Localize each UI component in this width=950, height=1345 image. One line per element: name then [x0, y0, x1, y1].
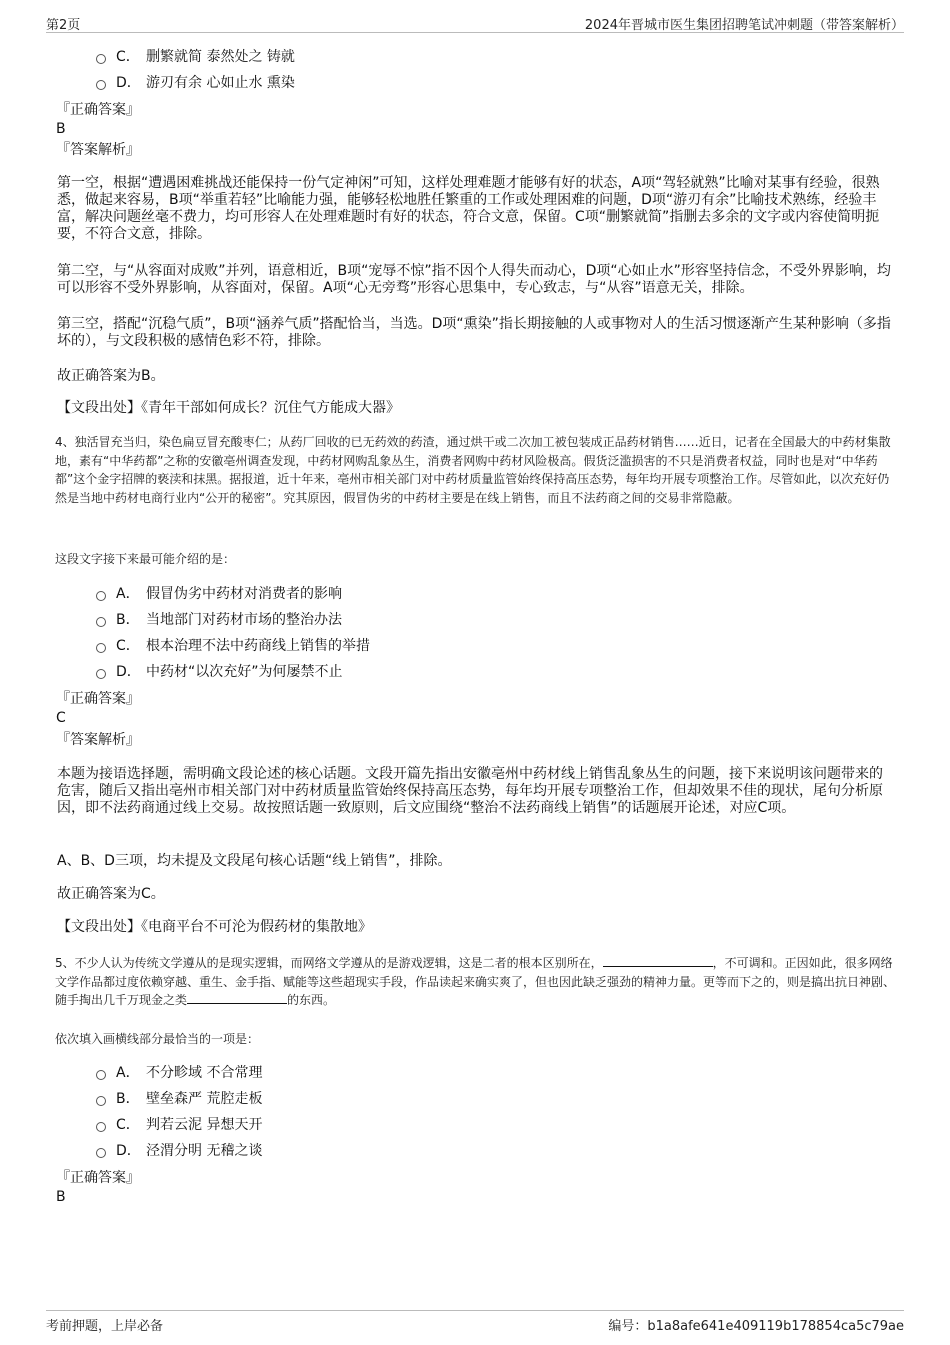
q4-option-b[interactable]: B． 当地部门对药材市场的整治办法 — [96, 610, 342, 630]
document-title: 2024年晋城市医生集团招聘笔试冲刺题（带答案解析） — [584, 18, 904, 33]
document-id: 编号：b1a8afe641e409119b178854ca5c79ae — [608, 1319, 904, 1334]
q4-conclusion: 故正确答案为C。 — [57, 886, 165, 902]
q4-prompt: 这段文字接下来最可能介绍的是： — [55, 552, 236, 566]
radio-icon[interactable] — [96, 1096, 106, 1106]
q4-analysis-p2: A、B、D三项，均未提及文段尾句核心话题“线上销售”，排除。 — [57, 853, 452, 869]
q3-answer-label: 『正确答案』 — [56, 102, 140, 118]
radio-icon[interactable] — [96, 1122, 106, 1132]
q3-conclusion: 故正确答案为B。 — [57, 368, 165, 384]
q3-analysis-p2: 第二空，与“从容面对成败”并列，语意相近，B项“宠辱不惊”指不因个人得失而动心，D项“心如止水”形容坚持信念，不受外界影响，均可以形容不受外界影响，从容面对，保留。A项“心无旁骛”形容心思集中，专心致志，与“从容”语意无关，排除。 — [57, 263, 891, 296]
q4-option-c[interactable]: C． 根本治理不法中药商线上销售的举措 — [96, 636, 370, 656]
q3-answer: B — [56, 121, 66, 137]
page-footer — [46, 1310, 904, 1339]
radio-icon[interactable] — [96, 669, 106, 679]
q5-option-b[interactable]: B． 壁垒森严 荒腔走板 — [96, 1089, 262, 1109]
q3-analysis-p3: 第三空，搭配“沉稳气质”，B项“涵养气质”搭配恰当，当选。D项“熏染”指长期接触的人或事物对人的生活习惯逐渐产生某种影响（多指坏的），与文段积极的感情色彩不符，排除。 — [57, 316, 891, 349]
q3-option-d[interactable]: D． 游刃有余 心如止水 熏染 — [96, 73, 295, 93]
fill-blank-1 — [603, 954, 713, 967]
q5-answer: B — [56, 1189, 66, 1205]
radio-icon[interactable] — [96, 54, 106, 64]
q4-answer: C — [56, 710, 66, 726]
q5-prompt: 依次填入画横线部分最恰当的一项是： — [55, 1032, 260, 1046]
q4-source: 【文段出处】《电商平台不可沦为假药材的集散地》 — [57, 919, 372, 935]
q5-option-a[interactable]: A． 不分畛域 不合常理 — [96, 1063, 262, 1083]
q3-analysis-label: 『答案解析』 — [56, 142, 140, 158]
footer-slogan: 考前押题，上岸必备 — [46, 1319, 164, 1334]
q4-analysis-p1: 本题为接语选择题，需明确文段论述的核心话题。文段开篇先指出安徽亳州中药材线上销售乱象丛生的问题，接下来说明该问题带来的危害，随后又指出亳州市相关部门对中药材质量监管始终保持高压态势，每年均开展专项整治工作，但却效果不佳的现状，尾句分析原因，即不法药商通过线上交易。故按照话题一致原则，后文应围绕“整治不法药商线上销售”的话题展开论述，对应C项。 — [57, 766, 883, 816]
q3-analysis-p1: 第一空，根据“遭遇困难挑战还能保持一份气定神闲”可知，这样处理难题才能够有好的状态，A项“驾轻就熟”比喻对某事有经验，很熟悉，做起来容易，B项“举重若轻”比喻能力强，能够轻松地胜任繁重的工作或处理困难的问题，D项“游刃有余”比喻技术熟练，经验丰富，解决问题丝毫不费力，均可形容人在处理难题时有好的状态，符合文意，保留。C项“删繁就简”指删去多余的文字或内容使简明扼要，不符合文意，排除。 — [57, 175, 880, 242]
q5-option-d[interactable]: D． 泾渭分明 无稽之谈 — [96, 1141, 262, 1161]
q3-option-c[interactable]: C． 删繁就简 泰然处之 铸就 — [96, 47, 295, 67]
page-number: 第2页 — [46, 18, 81, 33]
q4-analysis-label: 『答案解析』 — [56, 732, 140, 748]
radio-icon[interactable] — [96, 1070, 106, 1080]
q5-option-c[interactable]: C． 判若云泥 异想天开 — [96, 1115, 262, 1135]
q4-option-d[interactable]: D． 中药材“以次充好”为何屡禁不止 — [96, 662, 343, 682]
q3-source: 【文段出处】《青年干部如何成长？沉住气方能成大器》 — [57, 400, 400, 416]
fill-blank-2 — [187, 991, 287, 1004]
q5-stem: 5、不少人认为传统文学遵从的是现实逻辑，而网络文学遵从的是游戏逻辑，这是二者的根本区别所在， ，不可调和。正因如此，很多网络文学作品都过度依赖穿越、重生、金手指、赋能等这些超现实手段，作品读起来确实爽了，但也因此缺乏强劲的精神力量。更等而下之的，则是搞出抗日神剧、随手掏出几千万现金之类 的东西。 — [55, 956, 896, 1007]
radio-icon[interactable] — [96, 1148, 106, 1158]
radio-icon[interactable] — [96, 617, 106, 627]
q4-option-a[interactable]: A． 假冒伪劣中药材对消费者的影响 — [96, 584, 342, 604]
q4-answer-label: 『正确答案』 — [56, 691, 140, 707]
radio-icon[interactable] — [96, 591, 106, 601]
page-header — [46, 10, 904, 33]
radio-icon[interactable] — [96, 80, 106, 90]
radio-icon[interactable] — [96, 643, 106, 653]
q5-answer-label: 『正确答案』 — [56, 1170, 140, 1186]
q4-stem: 4、独活冒充当归，染色扁豆冒充酸枣仁；从药厂回收的已无药效的药渣，通过烘干或二次加工被包装成正品药材销售……近日，记者在全国最大的中药材集散地，素有“中华药都”之称的安徽亳州调查发现，中药材网购乱象丛生，消费者网购中药材风险极高。假货泛滥损害的不只是消费者权益，同时也是对“中华药都”这个金字招牌的亵渎和抹黑。据报道，近十年来，亳州市相关部门对中药材质量监管始终保持高压态势，每年均开展专项整治工作。尽管如此，以次充好仍然是当地中药材电商行业内“公开的秘密”。究其原因，假冒伪劣的中药材主要是在线上销售，而且不法药商之间的交易非常隐蔽。 — [55, 435, 891, 505]
